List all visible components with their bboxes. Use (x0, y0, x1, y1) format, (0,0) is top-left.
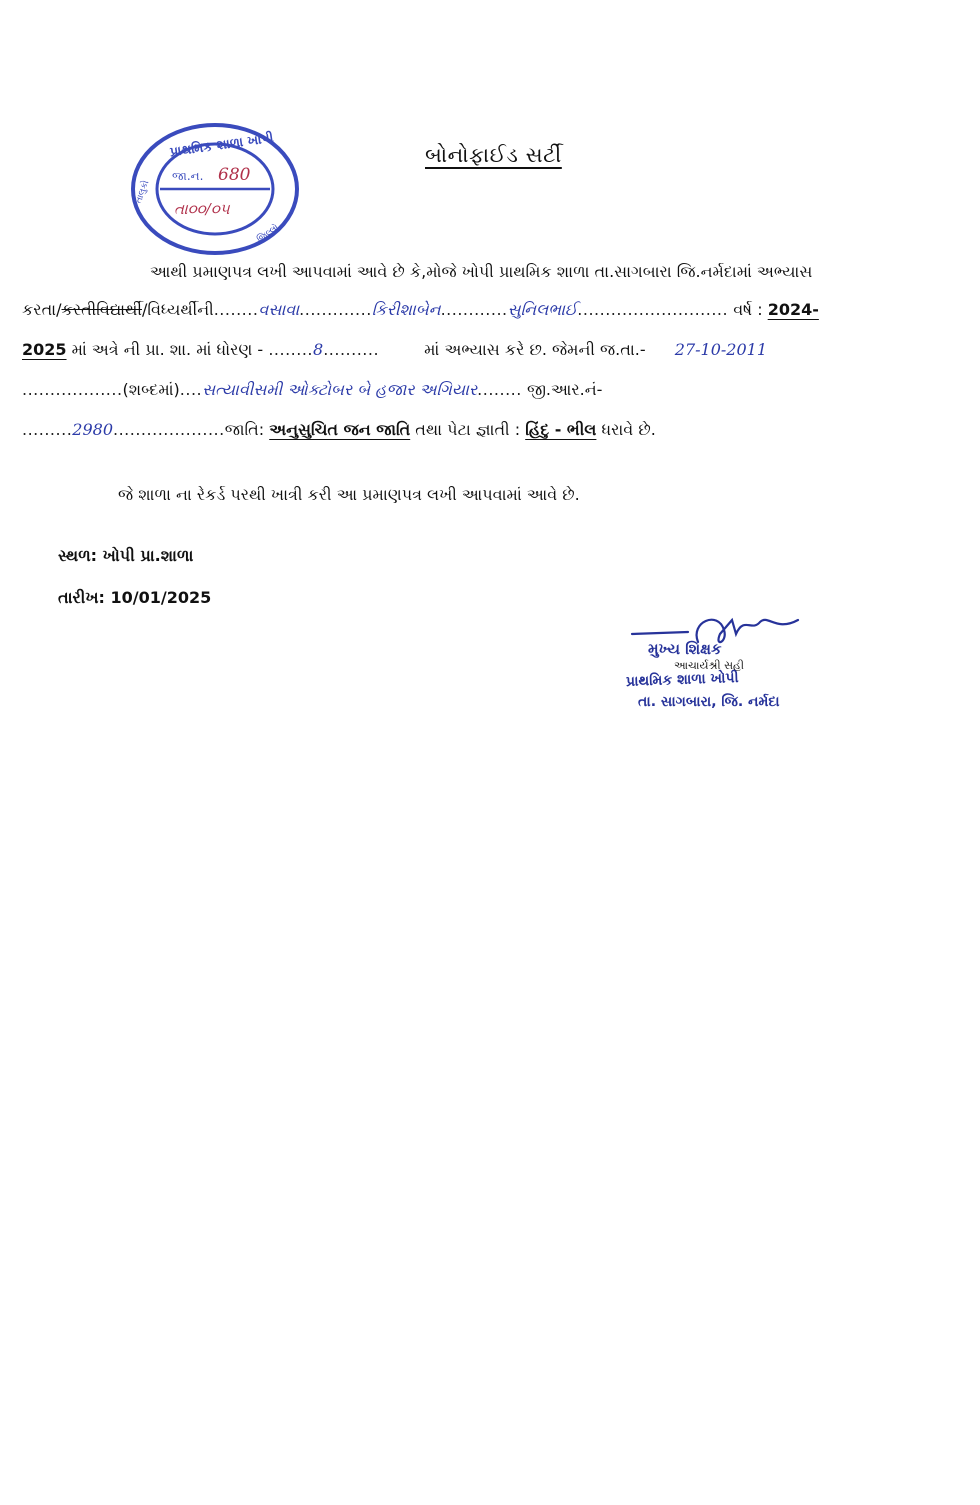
standard-value: 8 (313, 340, 324, 359)
body-line-5: .........2980....................જાતિ: અનુસુચિત જન જાતિ તથા પેટા જ્ઞાતી : હિંદુ - ભીલ ધરાવે છે. (22, 420, 656, 439)
principal-stamp-school: પ્રાથમિક શાળા ખોપી (625, 670, 739, 690)
student-name-last: સુનિલભાઈ (507, 300, 578, 319)
seal-side-text: તાલુકો (134, 179, 152, 205)
verification-statement: જે શાળા ના રેકર્ડ પરથી ખાત્રી કરી આ પ્રમાણપત્ર લખી આપવામાં આવે છે. (118, 485, 580, 504)
student-name-middle: કિરીશાબેન (371, 300, 441, 319)
seal-date: તા૦૦/૦૫ (174, 200, 230, 218)
body-tail: ધરાવે છે. (601, 420, 656, 439)
caste-value: અનુસુચિત જન જાતિ (269, 420, 411, 439)
body-intro-text: આથી પ્રમાણપત્ર લખી આપવામાં આવે છે કે,મોજે ખોપી પ્રાથમિક શાળા તા.સાગબારા જિ.નર્મદામાં અભ્યાસ (150, 262, 813, 281)
academic-year-end: 2025 (22, 340, 67, 359)
place-label: સ્થળ: (58, 546, 98, 565)
seal-top-text: પ્રાથમિક શાળા ખોપી (168, 130, 275, 161)
signature-block (625, 612, 868, 722)
date-row (58, 588, 211, 608)
date-label: તારીખ: (58, 588, 105, 607)
academic-year-start: 2024- (767, 300, 819, 319)
body-line-2: કરતા/કરતીવિદ્યાર્થી/વિધ્યર્થીની........વસાવા.............કિરીશાબેન............સુનિલભાઈ........................... વર્ષ : 2024- (22, 300, 819, 319)
gender-option-struck: કરતીવિદ્યાર્થી (61, 300, 142, 319)
words-label: (શબ્દમાં) (122, 380, 180, 399)
place-value: ખોપી પ્રા.શાળા (102, 546, 194, 565)
body-line-4: ..................(શબ્દમાં)....સત્યાવીસમી ઓક્ટોબર બે હજાર અગિયાર........ જી.આર.નં- (22, 380, 603, 399)
issue-date: 10/01/2025 (110, 588, 212, 607)
year-label: વર્ષ : (733, 300, 763, 319)
school-seal (130, 122, 300, 256)
signature-label: આચાર્યશ્રી સહી (674, 659, 744, 672)
seal-reg-number: 680 (218, 165, 251, 185)
principal-role: મુખ્ય શિક્ષક (648, 640, 722, 658)
dob-in-words: સત્યાવીસમી ઓક્ટોબર બે હજાર અગિયાર (202, 380, 478, 399)
dob-label: માં અભ્યાસ કરે છ. જેમની જ.તા.- (424, 340, 646, 359)
seal-bottom-text: જિલ્લો (255, 223, 282, 246)
gr-number-label: જી.આર.નં- (526, 380, 603, 399)
body-line-3: 2025 માં અત્રે ની પ્રા. શા. માં ધોરણ - ........8.......... માં અભ્યાસ કરે છ. જેમની જ.તા.- 27-10-2011 (22, 340, 768, 359)
principal-stamp-address: તા. સાગબારા, જિ. નર્મદા (638, 694, 780, 710)
body-line-1 (150, 262, 812, 282)
date-of-birth: 27-10-2011 (674, 340, 768, 359)
gender-option-female: /વિધ્યર્થીની (141, 300, 214, 319)
seal-reg-label: જા.ન. (172, 169, 204, 183)
gender-option-male: કરતા/ (22, 300, 62, 319)
caste-label: જાતિ: (224, 420, 265, 439)
standard-label: માં અત્રે ની પ્રા. શા. માં ધોરણ - (71, 340, 264, 359)
sub-caste-value: હિંદુ - ભીલ (525, 420, 597, 439)
student-name-first: વસાવા (258, 300, 300, 319)
place-row (58, 546, 193, 566)
sub-caste-label: તથા પેટા જ્ઞાતી : (415, 420, 521, 439)
gr-number: 2980 (72, 420, 113, 439)
certificate-title: બોનોફાઈડ સર્ટી (425, 143, 562, 167)
